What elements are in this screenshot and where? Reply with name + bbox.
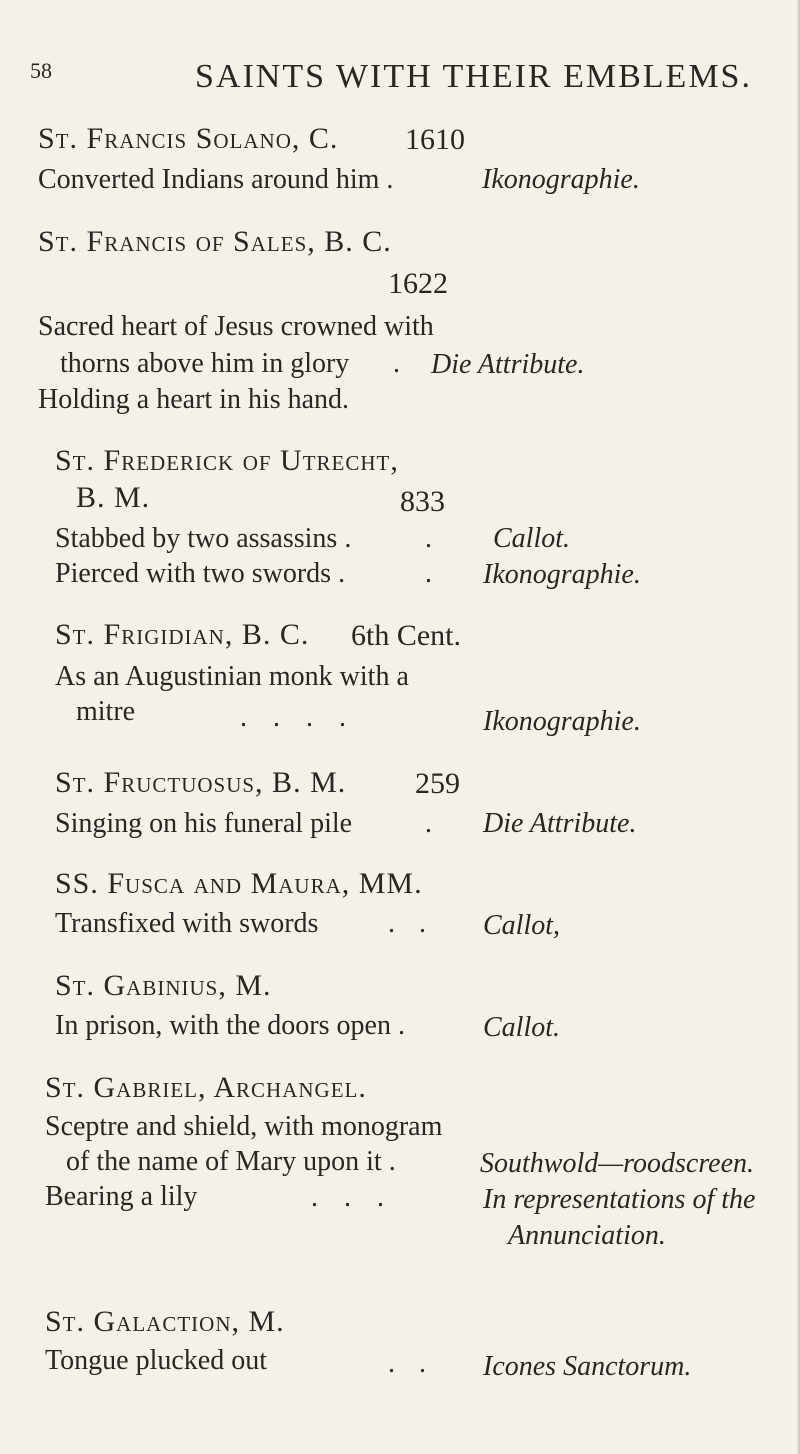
entry-heading: St. Fructuosus, B. M.: [55, 766, 347, 799]
entry-date: 1610: [405, 123, 465, 156]
entry-source-continued: Annunciation.: [508, 1220, 666, 1251]
entry-source: In representations of the: [483, 1184, 756, 1215]
running-head: SAINTS WITH THEIR EMBLEMS.: [195, 58, 752, 95]
entry-heading: SS. Fusca and Maura, MM.: [55, 867, 423, 900]
entry-date: 259: [415, 767, 460, 800]
entry-leader-dots: ..: [388, 1348, 450, 1379]
entry-leader-dots: ..: [388, 908, 450, 939]
entry-heading-continued: B. M.: [76, 481, 151, 514]
entry-source: Ikonographie.: [483, 706, 641, 737]
entry-source: Callot.: [483, 1012, 561, 1043]
entry-description: Converted Indians around him .: [38, 164, 394, 195]
entry-source: Icones Sanctorum.: [483, 1351, 692, 1382]
entry-description: thorns above him in glory: [60, 348, 350, 379]
entry-heading: St. Francis of Sales, B. C.: [38, 225, 392, 258]
entry-heading: St. Gabinius, M.: [55, 969, 272, 1002]
entry-description: Singing on his funeral pile: [55, 808, 353, 839]
entry-date: 1622: [388, 267, 448, 300]
entry-heading: St. Frederick of Utrecht,: [55, 444, 399, 477]
entry-leader-dots: ....: [240, 702, 372, 733]
entry-heading: St. Francis Solano, C.: [38, 122, 339, 155]
entry-date: 6th Cent.: [351, 619, 461, 652]
entry-leader-dot: .: [425, 808, 432, 839]
entry-description: Sceptre and shield, with monogram: [45, 1111, 443, 1142]
entry-description: Bearing a lily: [45, 1181, 198, 1212]
page-number: 58: [30, 58, 52, 83]
entry-description: Holding a heart in his hand.: [38, 384, 350, 415]
entry-description: In prison, with the doors open .: [55, 1010, 405, 1041]
entry-leader-dot: .: [425, 558, 432, 589]
entry-description: As an Augustinian monk with a: [55, 661, 409, 692]
entry-source: Ikonographie.: [483, 559, 641, 590]
entry-source: Die Attribute.: [431, 349, 585, 380]
entry-leader-dots: ...: [311, 1182, 410, 1213]
entry-description: Tongue plucked out: [45, 1345, 267, 1376]
entry-date: 833: [400, 485, 445, 518]
entry-heading: St. Gabriel, Archangel.: [45, 1071, 367, 1104]
entry-description: Sacred heart of Jesus crowned with: [38, 311, 434, 342]
entry-source: Callot,: [483, 910, 561, 941]
entry-source: Die Attribute.: [483, 808, 637, 839]
entry-leader-dot: .: [393, 348, 400, 379]
entry-heading: St. Frigidian, B. C.: [55, 618, 310, 651]
entry-description: of the name of Mary upon it .: [66, 1146, 396, 1177]
entry-description: Transfixed with swords: [55, 908, 319, 939]
entry-leader-dot: .: [425, 523, 432, 554]
entry-source: Callot.: [493, 523, 571, 554]
entry-description: Pierced with two swords .: [55, 558, 346, 589]
entry-description: Stabbed by two assassins .: [55, 523, 352, 554]
entry-source: Ikonographie.: [482, 164, 640, 195]
entry-description: mitre: [76, 696, 136, 727]
entry-heading: St. Galaction, M.: [45, 1305, 285, 1338]
entry-source: Southwold—roodscreen.: [480, 1148, 755, 1179]
